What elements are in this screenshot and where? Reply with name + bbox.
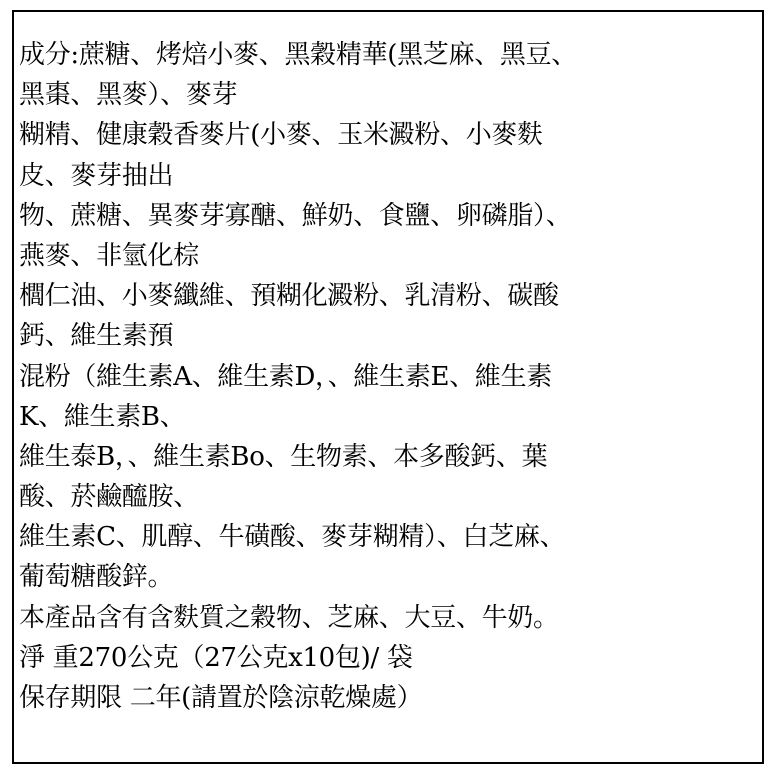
text-line: 皮、麥芽抽出 bbox=[19, 160, 174, 191]
text-line: K、維生素B、 bbox=[19, 401, 186, 432]
text-line: 混粉（維生素A、維生素D，、維生素E、維生素 bbox=[19, 361, 553, 392]
text-line: 櫚仁油、小麥纖維、預糊化澱粉、乳清粉、碳酸 bbox=[19, 281, 559, 312]
text-line: 維生素C、肌醇、牛磺酸、麥芽糊精）、白芝麻、 bbox=[19, 522, 566, 553]
text-line: 成分:蔗糖、烤焙小麥、黑穀精華(黑芝麻、黑豆、 bbox=[19, 40, 578, 70]
text-line: 酸、菸鹼醯胺、 bbox=[19, 482, 199, 513]
text-line: 葡萄糖酸鋅。 bbox=[19, 562, 174, 593]
text-line: 保存期限 二年(請置於陰涼乾燥處） bbox=[19, 683, 423, 713]
text-line: 鈣、維生素預 bbox=[19, 321, 174, 352]
text-line: 淨 重270公克（27公克x10包)/ 袋 bbox=[19, 642, 413, 673]
text-line: 物、蔗糖、異麥芽寡醣、鮮奶、食鹽、卵磷脂）、 bbox=[19, 200, 572, 231]
text-line: 本產品含有含麩質之穀物、芝麻、大豆、牛奶。 bbox=[19, 602, 559, 633]
text-line: 燕麥、非氫化棕 bbox=[19, 240, 199, 271]
text-line: 糊精、健康穀香麥片(小麥、玉米澱粉、小麥麩 bbox=[19, 120, 543, 151]
text-line: 黑棗、黑麥）、麥芽 bbox=[19, 80, 238, 111]
ingredient-text bbox=[19, 35, 764, 718]
text-line: 維生泰B，、維生素Bo、生物素、本多酸鈣、葉 bbox=[19, 441, 548, 472]
